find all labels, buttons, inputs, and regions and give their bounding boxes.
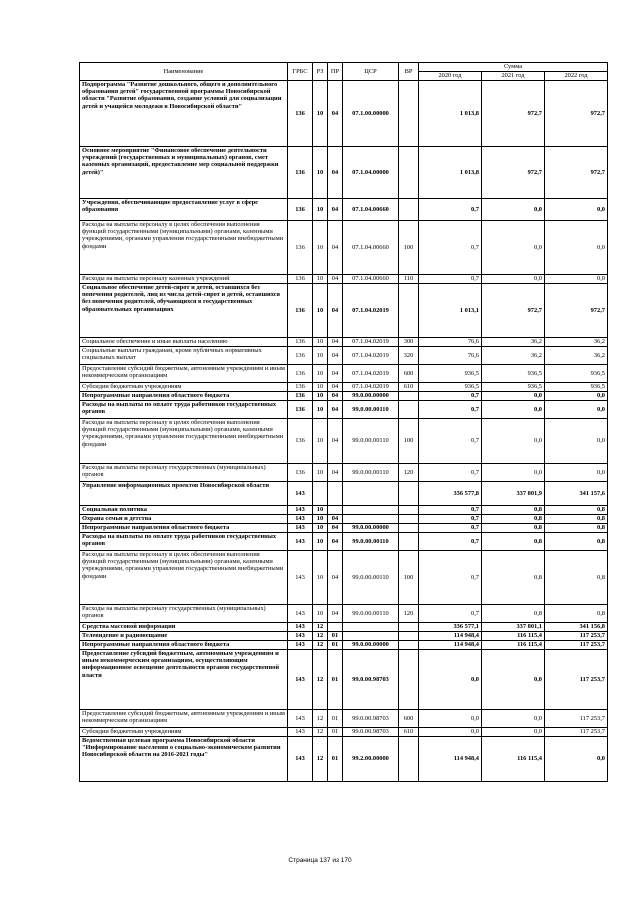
row-csr — [343, 632, 399, 641]
row-sum-2020: 0,7 — [419, 401, 482, 419]
row-sum-2021: 337 801,9 — [482, 482, 545, 506]
row-sum-2021: 0,0 — [482, 392, 545, 401]
row-name: Расходы на выплаты персоналу в целях обеспечения выполнения функций государственными (муниципальными) органами, казенными учреждениями, органами управления государственными внебюджетными фондами — [80, 221, 288, 275]
row-csr: 07.1.04.00660 — [343, 275, 399, 284]
row-sum-2021: 936,5 — [482, 365, 545, 383]
row-vr — [399, 641, 419, 650]
table-row — [80, 199, 608, 221]
row-rz: 10 — [313, 401, 328, 419]
row-name: Субсидии бюджетным учреждениям — [80, 383, 288, 392]
row-sum-2021: 116 115,4 — [482, 632, 545, 641]
row-pr: 04 — [328, 275, 343, 284]
row-name: Социальные выплаты гражданам, кроме публичных нормативных социальных выплат — [80, 347, 288, 365]
row-grbs: 143 — [288, 728, 313, 737]
row-sum-2022: 0,0 — [545, 464, 608, 482]
row-name: Социальная политика — [80, 506, 288, 515]
row-name: Подпрограмма "Развитие дошкольного, общего и дополнительного образования детей" государственной программы Новосибирской области "Развитие образования, создание условий для социализации детей и учащейся молодежи в Новосибирской области" — [80, 81, 288, 147]
page-footer: Страница 137 из 170 — [288, 857, 352, 864]
row-grbs: 143 — [288, 551, 313, 605]
header-rz: РЗ — [313, 63, 328, 81]
row-sum-2021: 0,0 — [482, 419, 545, 464]
row-pr: 04 — [328, 81, 343, 147]
row-vr — [399, 392, 419, 401]
row-pr: 04 — [328, 338, 343, 347]
row-vr — [399, 284, 419, 338]
row-pr: 04 — [328, 419, 343, 464]
header-name: Наименование — [80, 63, 288, 81]
header-csr: ЦСР — [343, 63, 399, 81]
row-csr: 07.1.00.00000 — [343, 81, 399, 147]
row-rz: 10 — [313, 147, 328, 199]
row-pr: 04 — [328, 392, 343, 401]
row-sum-2020: 1 013,8 — [419, 147, 482, 199]
table-row — [80, 338, 608, 347]
row-pr: 04 — [328, 199, 343, 221]
row-csr — [343, 515, 399, 524]
row-vr — [399, 623, 419, 632]
row-name: Расходы на выплаты по оплате труда работников государственных органов — [80, 533, 288, 551]
row-rz: 10 — [313, 365, 328, 383]
table-row — [80, 464, 608, 482]
table-row — [80, 605, 608, 623]
row-pr: 04 — [328, 464, 343, 482]
row-rz: 12 — [313, 737, 328, 782]
row-grbs: 136 — [288, 275, 313, 284]
row-csr: 07.1.04.00000 — [343, 147, 399, 199]
row-sum-2020: 0,0 — [419, 710, 482, 728]
row-sum-2020: 114 948,4 — [419, 641, 482, 650]
table-row — [80, 524, 608, 533]
row-grbs: 136 — [288, 365, 313, 383]
row-csr: 99.0.00.98703 — [343, 728, 399, 737]
table-row — [80, 347, 608, 365]
row-pr: 04 — [328, 515, 343, 524]
row-sum-2021: 972,7 — [482, 284, 545, 338]
table-header — [80, 63, 608, 81]
row-pr: 04 — [328, 551, 343, 605]
row-grbs: 136 — [288, 221, 313, 275]
row-sum-2021: 0,8 — [482, 506, 545, 515]
row-sum-2022: 0,8 — [545, 524, 608, 533]
row-sum-2022: 341 157,6 — [545, 482, 608, 506]
row-sum-2020: 1 013,1 — [419, 284, 482, 338]
row-pr: 04 — [328, 524, 343, 533]
row-sum-2020: 76,6 — [419, 347, 482, 365]
row-csr: 99.0.00.00110 — [343, 419, 399, 464]
row-rz: 10 — [313, 383, 328, 392]
row-rz: 12 — [313, 641, 328, 650]
row-sum-2021: 0,0 — [482, 728, 545, 737]
row-name: Расходы на выплаты персоналу государственных (муниципальных) органов — [80, 605, 288, 623]
row-rz: 10 — [313, 221, 328, 275]
row-name: Социальное обеспечение детей-сирот и детей, оставшихся без попечения родителей, лиц из числа детей-сирот и детей, оставшихся без попечения родителей, обучающихся в государственных образовательных организациях — [80, 284, 288, 338]
table-row — [80, 365, 608, 383]
row-sum-2020: 0,7 — [419, 506, 482, 515]
row-grbs: 143 — [288, 506, 313, 515]
row-pr — [328, 506, 343, 515]
row-grbs: 136 — [288, 284, 313, 338]
row-sum-2021: 0,0 — [482, 464, 545, 482]
row-sum-2022: 36,2 — [545, 347, 608, 365]
row-sum-2021: 972,7 — [482, 147, 545, 199]
row-vr: 100 — [399, 221, 419, 275]
row-name: Непрограммные направления областного бюджета — [80, 392, 288, 401]
row-sum-2020: 114 948,4 — [419, 737, 482, 782]
row-pr: 04 — [328, 533, 343, 551]
row-sum-2021: 0,8 — [482, 605, 545, 623]
row-vr: 120 — [399, 605, 419, 623]
row-sum-2020: 336 577,8 — [419, 482, 482, 506]
table-row — [80, 515, 608, 524]
row-csr: 99.0.00.00110 — [343, 551, 399, 605]
table-row — [80, 641, 608, 650]
table-row — [80, 737, 608, 782]
row-pr: 04 — [328, 365, 343, 383]
row-sum-2020: 336 577,1 — [419, 623, 482, 632]
row-rz: 10 — [313, 551, 328, 605]
row-name: Расходы на выплаты по оплате труда работников государственных органов — [80, 401, 288, 419]
table-row — [80, 81, 608, 147]
row-vr — [399, 632, 419, 641]
row-pr: 04 — [328, 284, 343, 338]
row-pr: 04 — [328, 147, 343, 199]
row-sum-2020: 0,7 — [419, 464, 482, 482]
row-pr: 01 — [328, 632, 343, 641]
row-sum-2022: 0,8 — [545, 605, 608, 623]
row-vr — [399, 650, 419, 710]
row-sum-2022: 0,8 — [545, 515, 608, 524]
row-grbs: 136 — [288, 464, 313, 482]
row-name: Субсидии бюджетным учреждениям — [80, 728, 288, 737]
row-rz: 12 — [313, 623, 328, 632]
table-row — [80, 275, 608, 284]
row-rz: 10 — [313, 464, 328, 482]
table-row — [80, 419, 608, 464]
row-vr — [399, 81, 419, 147]
row-rz: 10 — [313, 605, 328, 623]
row-sum-2022: 0,0 — [545, 221, 608, 275]
header-sum: Сумма — [419, 63, 608, 72]
header-pr: ПР — [328, 63, 343, 81]
row-vr — [399, 199, 419, 221]
row-sum-2021: 116 115,4 — [482, 737, 545, 782]
row-vr — [399, 506, 419, 515]
row-grbs: 143 — [288, 482, 313, 506]
row-sum-2020: 936,5 — [419, 365, 482, 383]
table-row — [80, 392, 608, 401]
row-sum-2022: 117 253,7 — [545, 710, 608, 728]
row-sum-2020: 76,6 — [419, 338, 482, 347]
row-csr: 07.1.04.00660 — [343, 221, 399, 275]
row-vr — [399, 533, 419, 551]
row-pr — [328, 623, 343, 632]
row-pr: 04 — [328, 383, 343, 392]
row-sum-2020: 114 948,4 — [419, 632, 482, 641]
row-csr: 07.1.04.02019 — [343, 383, 399, 392]
table-row — [80, 632, 608, 641]
row-sum-2022: 972,7 — [545, 81, 608, 147]
row-vr: 610 — [399, 383, 419, 392]
row-sum-2022: 0,8 — [545, 533, 608, 551]
table-row — [80, 650, 608, 710]
row-sum-2021: 0,8 — [482, 533, 545, 551]
row-vr: 120 — [399, 464, 419, 482]
table-row — [80, 728, 608, 737]
row-csr — [343, 623, 399, 632]
row-name: Расходы на выплаты персоналу в целях обеспечения выполнения функций государственными (муниципальными) органами, казенными учреждениями, органами управления государственными внебюджетными фондами — [80, 419, 288, 464]
row-rz: 10 — [313, 81, 328, 147]
row-sum-2022: 0,0 — [545, 392, 608, 401]
row-grbs: 143 — [288, 605, 313, 623]
row-name: Охрана семьи и детства — [80, 515, 288, 524]
row-vr: 610 — [399, 728, 419, 737]
row-name: Расходы на выплаты персоналу казенных учреждений — [80, 275, 288, 284]
row-sum-2022: 972,7 — [545, 147, 608, 199]
row-sum-2021: 0,8 — [482, 515, 545, 524]
row-vr: 600 — [399, 365, 419, 383]
row-sum-2022: 341 156,8 — [545, 623, 608, 632]
header-year-2022: 2022 год — [545, 72, 608, 81]
row-vr — [399, 737, 419, 782]
row-grbs: 136 — [288, 81, 313, 147]
table-row — [80, 623, 608, 632]
row-sum-2021: 36,2 — [482, 338, 545, 347]
row-sum-2022: 117 253,7 — [545, 728, 608, 737]
row-csr — [343, 506, 399, 515]
row-sum-2021: 936,5 — [482, 383, 545, 392]
row-rz: 12 — [313, 650, 328, 710]
table-row — [80, 401, 608, 419]
row-csr: 99.0.00.00110 — [343, 464, 399, 482]
row-grbs: 136 — [288, 199, 313, 221]
row-rz: 10 — [313, 506, 328, 515]
row-name: Расходы на выплаты персоналу государственных (муниципальных) органов — [80, 464, 288, 482]
row-pr: 04 — [328, 605, 343, 623]
row-grbs: 136 — [288, 338, 313, 347]
row-name: Основное мероприятие "Финансовое обеспечение деятельности учреждений (государственных и муниципальных) органов, смет казенных организаций, предоставление мер социальной поддержки детей)" — [80, 147, 288, 199]
row-rz: 10 — [313, 419, 328, 464]
row-sum-2022: 0,0 — [545, 199, 608, 221]
row-sum-2020: 0,7 — [419, 524, 482, 533]
row-sum-2022: 117 253,7 — [545, 641, 608, 650]
row-grbs: 143 — [288, 737, 313, 782]
row-csr: 99.0.00.00000 — [343, 392, 399, 401]
row-rz: 12 — [313, 632, 328, 641]
row-sum-2020: 0,7 — [419, 275, 482, 284]
row-csr: 99.0.00.00110 — [343, 533, 399, 551]
row-csr: 99.2.00.00000 — [343, 737, 399, 782]
header-year-2020: 2020 год — [419, 72, 482, 81]
row-sum-2020: 0,7 — [419, 199, 482, 221]
row-grbs: 136 — [288, 419, 313, 464]
row-sum-2020: 936,5 — [419, 383, 482, 392]
row-csr: 07.1.04.02019 — [343, 347, 399, 365]
row-rz: 10 — [313, 347, 328, 365]
row-vr — [399, 524, 419, 533]
row-pr — [328, 482, 343, 506]
row-name: Средства массовой информации — [80, 623, 288, 632]
row-sum-2020: 0,7 — [419, 515, 482, 524]
table-row — [80, 383, 608, 392]
row-csr: 07.1.04.02019 — [343, 338, 399, 347]
row-vr: 100 — [399, 419, 419, 464]
row-sum-2021: 36,2 — [482, 347, 545, 365]
row-pr: 04 — [328, 401, 343, 419]
row-sum-2021: 0,8 — [482, 524, 545, 533]
row-sum-2022: 0,0 — [545, 275, 608, 284]
row-sum-2022: 0,8 — [545, 551, 608, 605]
row-vr: 320 — [399, 347, 419, 365]
row-sum-2020: 1 013,8 — [419, 81, 482, 147]
row-csr — [343, 482, 399, 506]
row-csr: 99.0.00.00110 — [343, 401, 399, 419]
header-vr: ВР — [399, 63, 419, 81]
row-pr: 04 — [328, 221, 343, 275]
table-row — [80, 533, 608, 551]
row-vr — [399, 401, 419, 419]
row-vr: 110 — [399, 275, 419, 284]
row-rz: 10 — [313, 524, 328, 533]
row-sum-2022: 117 253,7 — [545, 632, 608, 641]
row-sum-2020: 0,7 — [419, 605, 482, 623]
row-grbs: 143 — [288, 623, 313, 632]
row-vr: 100 — [399, 551, 419, 605]
table-row — [80, 551, 608, 605]
header-year-2021: 2021 год — [482, 72, 545, 81]
row-name: Управление информационных проектов Новосибирской области — [80, 482, 288, 506]
row-sum-2021: 0,0 — [482, 199, 545, 221]
table-row — [80, 482, 608, 506]
row-grbs: 136 — [288, 392, 313, 401]
row-name: Социальное обеспечение и иные выплаты населению — [80, 338, 288, 347]
row-csr: 07.1.04.02019 — [343, 284, 399, 338]
row-sum-2022: 0,8 — [545, 506, 608, 515]
row-sum-2020: 0,7 — [419, 419, 482, 464]
row-vr: 600 — [399, 710, 419, 728]
row-sum-2020: 0,0 — [419, 728, 482, 737]
row-csr: 99.0.00.00000 — [343, 524, 399, 533]
row-csr: 99.0.00.00000 — [343, 641, 399, 650]
row-csr: 07.1.04.00660 — [343, 199, 399, 221]
row-csr: 99.0.00.98703 — [343, 710, 399, 728]
row-vr — [399, 482, 419, 506]
row-sum-2022: 0,0 — [545, 419, 608, 464]
table-row — [80, 221, 608, 275]
row-sum-2021: 0,0 — [482, 650, 545, 710]
row-name: Учреждения, обеспечивающие предоставление услуг в сфере образования — [80, 199, 288, 221]
row-name: Предоставление субсидий бюджетным, автономным учреждениям и иным некоммерческим организациям, осуществляющим информационное освещение деятельности органов государственной власти — [80, 650, 288, 710]
row-sum-2020: 0,7 — [419, 551, 482, 605]
row-sum-2020: 0,0 — [419, 650, 482, 710]
budget-table — [79, 62, 608, 782]
row-name: Предоставление субсидий бюджетным, автономным учреждениям и иным некоммерческим организациям — [80, 365, 288, 383]
row-sum-2021: 0,0 — [482, 221, 545, 275]
row-vr — [399, 147, 419, 199]
row-pr: 01 — [328, 641, 343, 650]
table-row — [80, 710, 608, 728]
table-row — [80, 284, 608, 338]
row-csr: 07.1.04.02019 — [343, 365, 399, 383]
row-rz — [313, 482, 328, 506]
row-sum-2021: 0,8 — [482, 551, 545, 605]
row-grbs: 136 — [288, 147, 313, 199]
row-sum-2020: 0,7 — [419, 392, 482, 401]
table-row — [80, 147, 608, 199]
row-sum-2021: 0,0 — [482, 710, 545, 728]
row-rz: 10 — [313, 275, 328, 284]
row-sum-2022: 972,7 — [545, 284, 608, 338]
row-sum-2020: 0,7 — [419, 221, 482, 275]
row-pr: 01 — [328, 710, 343, 728]
row-grbs: 136 — [288, 347, 313, 365]
row-name: Непрограммные направления областного бюджета — [80, 524, 288, 533]
row-sum-2021: 0,0 — [482, 275, 545, 284]
row-grbs: 143 — [288, 533, 313, 551]
row-sum-2021: 116 115,4 — [482, 641, 545, 650]
row-sum-2020: 0,7 — [419, 533, 482, 551]
row-rz: 10 — [313, 199, 328, 221]
row-sum-2022: 0,0 — [545, 737, 608, 782]
row-grbs: 143 — [288, 710, 313, 728]
row-name: Предоставление субсидий бюджетным, автономным учреждениям и иным некоммерческим организациям — [80, 710, 288, 728]
row-sum-2022: 36,2 — [545, 338, 608, 347]
table-row — [80, 506, 608, 515]
row-grbs: 143 — [288, 524, 313, 533]
row-pr: 01 — [328, 737, 343, 782]
row-sum-2021: 972,7 — [482, 81, 545, 147]
row-sum-2021: 0,0 — [482, 401, 545, 419]
header-grbs: ГРБС — [288, 63, 313, 81]
row-csr: 99.0.00.00110 — [343, 605, 399, 623]
row-grbs: 143 — [288, 632, 313, 641]
row-sum-2022: 936,5 — [545, 383, 608, 392]
row-rz: 10 — [313, 515, 328, 524]
row-sum-2022: 117 253,7 — [545, 650, 608, 710]
row-rz: 10 — [313, 284, 328, 338]
row-grbs: 143 — [288, 650, 313, 710]
row-grbs: 136 — [288, 401, 313, 419]
row-grbs: 143 — [288, 641, 313, 650]
row-pr: 01 — [328, 728, 343, 737]
row-grbs: 143 — [288, 515, 313, 524]
row-csr: 99.0.00.98703 — [343, 650, 399, 710]
row-vr: 300 — [399, 338, 419, 347]
row-name: Расходы на выплаты персоналу в целях обеспечения выполнения функций государственными (муниципальными) органами, казенными учреждениями, органами управления государственными внебюджетными фондами — [80, 551, 288, 605]
row-sum-2022: 936,5 — [545, 365, 608, 383]
row-rz: 12 — [313, 728, 328, 737]
row-rz: 10 — [313, 392, 328, 401]
row-name: Телевидение и радиовещание — [80, 632, 288, 641]
row-vr — [399, 515, 419, 524]
table-body — [80, 81, 608, 782]
row-name: Ведомственная целевая программа Новосибирской области "Информирование населения о социально-экономическом развитии Новосибирской области на 2016-2021 годы" — [80, 737, 288, 782]
row-pr: 04 — [328, 347, 343, 365]
row-pr: 01 — [328, 650, 343, 710]
row-rz: 10 — [313, 533, 328, 551]
row-name: Непрограммные направления областного бюджета — [80, 641, 288, 650]
row-sum-2021: 337 801,1 — [482, 623, 545, 632]
row-sum-2022: 0,0 — [545, 401, 608, 419]
row-grbs: 136 — [288, 383, 313, 392]
row-rz: 12 — [313, 710, 328, 728]
row-rz: 10 — [313, 338, 328, 347]
